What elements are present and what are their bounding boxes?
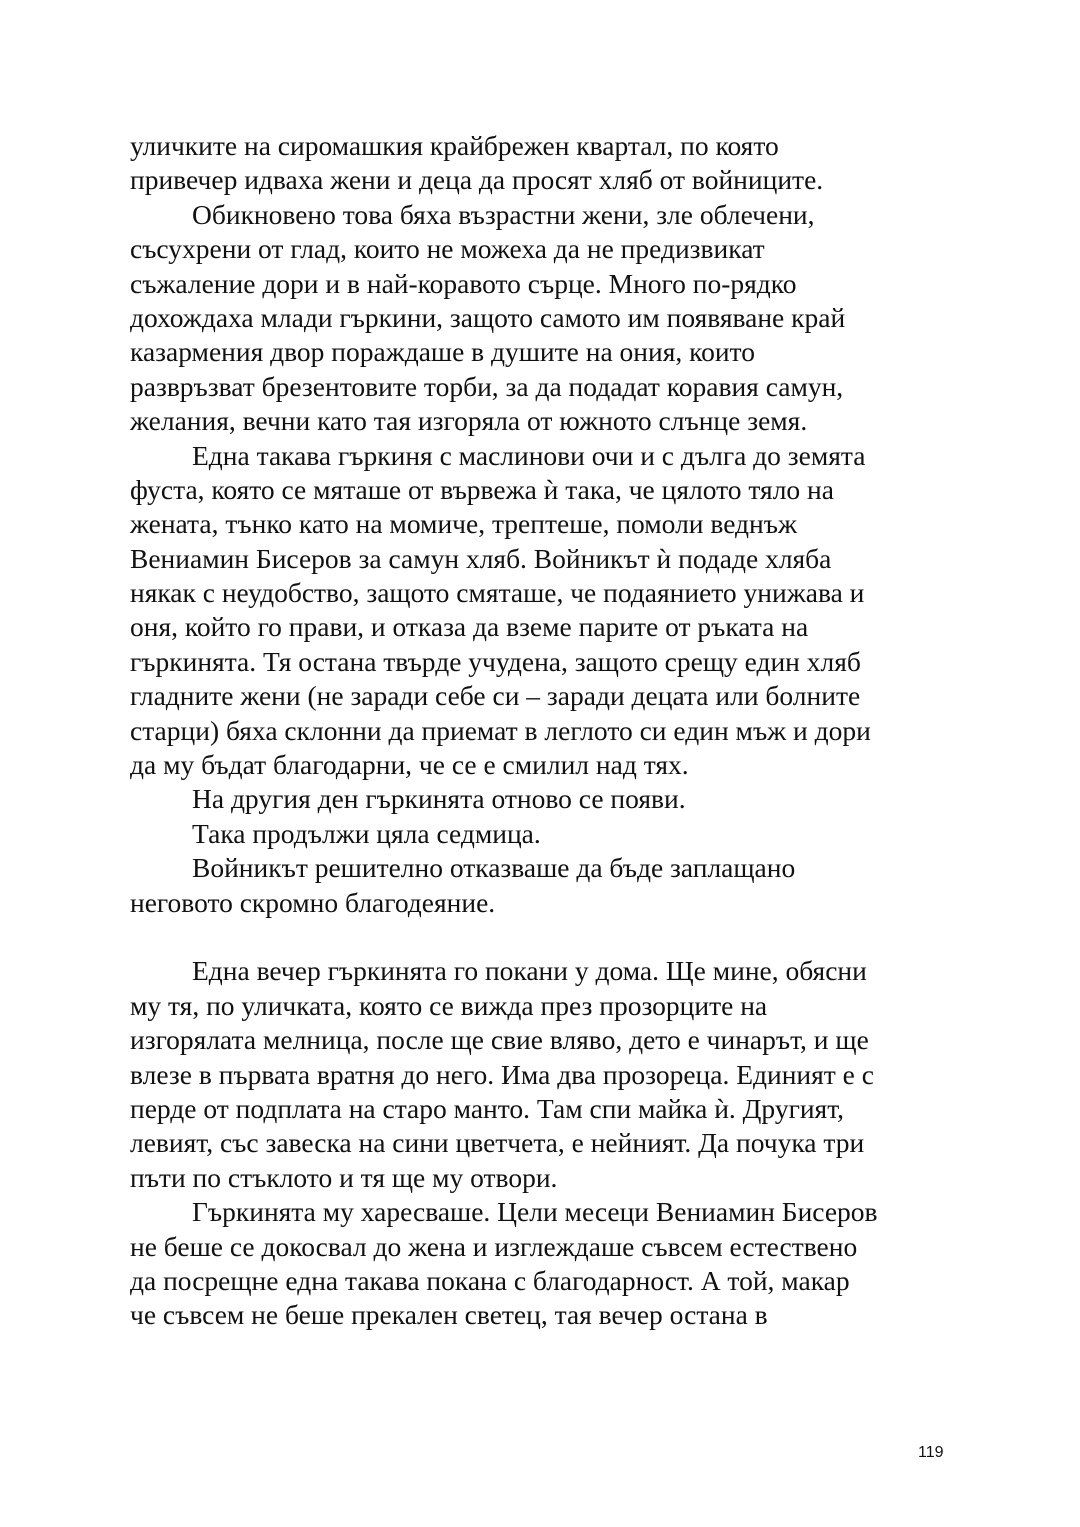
text-line: дохождаха млади гъркини, защото самото им появяване край bbox=[130, 301, 846, 333]
body-text bbox=[130, 129, 960, 1333]
paragraph-start-line: На другия ден гъркинята отново се появи. bbox=[192, 783, 686, 815]
text-line: съсухрени от глад, които не можеха да не предизвикат bbox=[130, 233, 765, 265]
text-line: съжаление дори и в най-коравото сърце. Много по-рядко bbox=[130, 267, 797, 299]
text-line: че съвсем не беше прекален светец, тая вечер остана в bbox=[130, 1299, 768, 1331]
text-line: привечер идваха жени и деца да просят хляб от войниците. bbox=[130, 164, 824, 196]
text-line: му тя, по уличката, която се вижда през прозорците на bbox=[130, 989, 768, 1021]
text-line: развръзват брезентовите торби, за да подадат коравия самун, bbox=[130, 370, 844, 402]
text-line: гладните жени (не заради себе си – заради децата или болните bbox=[130, 680, 861, 712]
text-line: старци) бяха склонни да приемат в леглото си един мъж и дори bbox=[130, 714, 871, 746]
text-line: гъркинята. Тя остана твърде учудена, защото срещу един хляб bbox=[130, 645, 861, 677]
text-line: влезе в първата вратня до него. Има два прозореца. Единият е с bbox=[130, 1058, 874, 1090]
text-line: уличките на сиромашкия крайбрежен квартал, по която bbox=[130, 130, 779, 161]
text-line: пъти по стъклото и тя ще му отвори. bbox=[130, 1161, 558, 1193]
text-line: да посрещне една такава покана с благодарност. А той, макар bbox=[130, 1264, 850, 1296]
text-line: изгорялата мелница, после ще свие вляво, дето е чинарът, и ще bbox=[130, 1024, 869, 1056]
text-line: оня, който го прави, и отказа да вземе парите от ръката на bbox=[130, 611, 809, 643]
text-line: не беше се докосвал до жена и изглеждаше съвсем естествено bbox=[130, 1230, 858, 1262]
section-break bbox=[130, 920, 960, 954]
text-line: Вениамин Бисеров за самун хляб. Войникът ѝ подаде хляба bbox=[130, 542, 832, 574]
paragraph-start-line: Една вечер гъркинята го покани у дома. Ще мине, обясни bbox=[192, 955, 867, 987]
text-line: някак с неудобство, защото смяташе, че подаянието унижава и bbox=[130, 577, 865, 609]
paragraph-start-line: Така продължи цяла седмица. bbox=[192, 817, 541, 849]
paragraph-start-line: Една такава гъркиня с маслинови очи и с дълга до земята bbox=[192, 439, 866, 471]
text-line: жената, тънко като на момиче, трептеше, помоли веднъж bbox=[130, 508, 797, 540]
text-line: неговото скромно благодеяние. bbox=[130, 886, 496, 918]
text-line: левият, със завеска на сини цветчета, е нейният. Да почука три bbox=[130, 1127, 865, 1159]
paragraph-start-line: Войникът решително отказваше да бъде заплащано bbox=[192, 852, 796, 884]
text-line: желания, вечни като тая изгоряла от южното слънце земя. bbox=[130, 405, 808, 437]
paragraph-start-line: Обикновено това бяха възрастни жени, зле облечени, bbox=[192, 198, 815, 230]
page-number: 119 bbox=[918, 1444, 944, 1461]
text-line: фуста, която се мяташе от вървежа ѝ така, че цялото тяло на bbox=[130, 473, 834, 505]
text-line: казармения двор пораждаше в душите на ония, които bbox=[130, 336, 755, 368]
paragraph-start-line: Гъркинята му харесваше. Цели месеци Вениамин Бисеров bbox=[192, 1196, 878, 1228]
text-line: перде от подплата на старо манто. Там спи майка ѝ. Другият, bbox=[130, 1092, 845, 1124]
text-line: да му бъдат благодарни, че се е смилил над тях. bbox=[130, 749, 689, 781]
